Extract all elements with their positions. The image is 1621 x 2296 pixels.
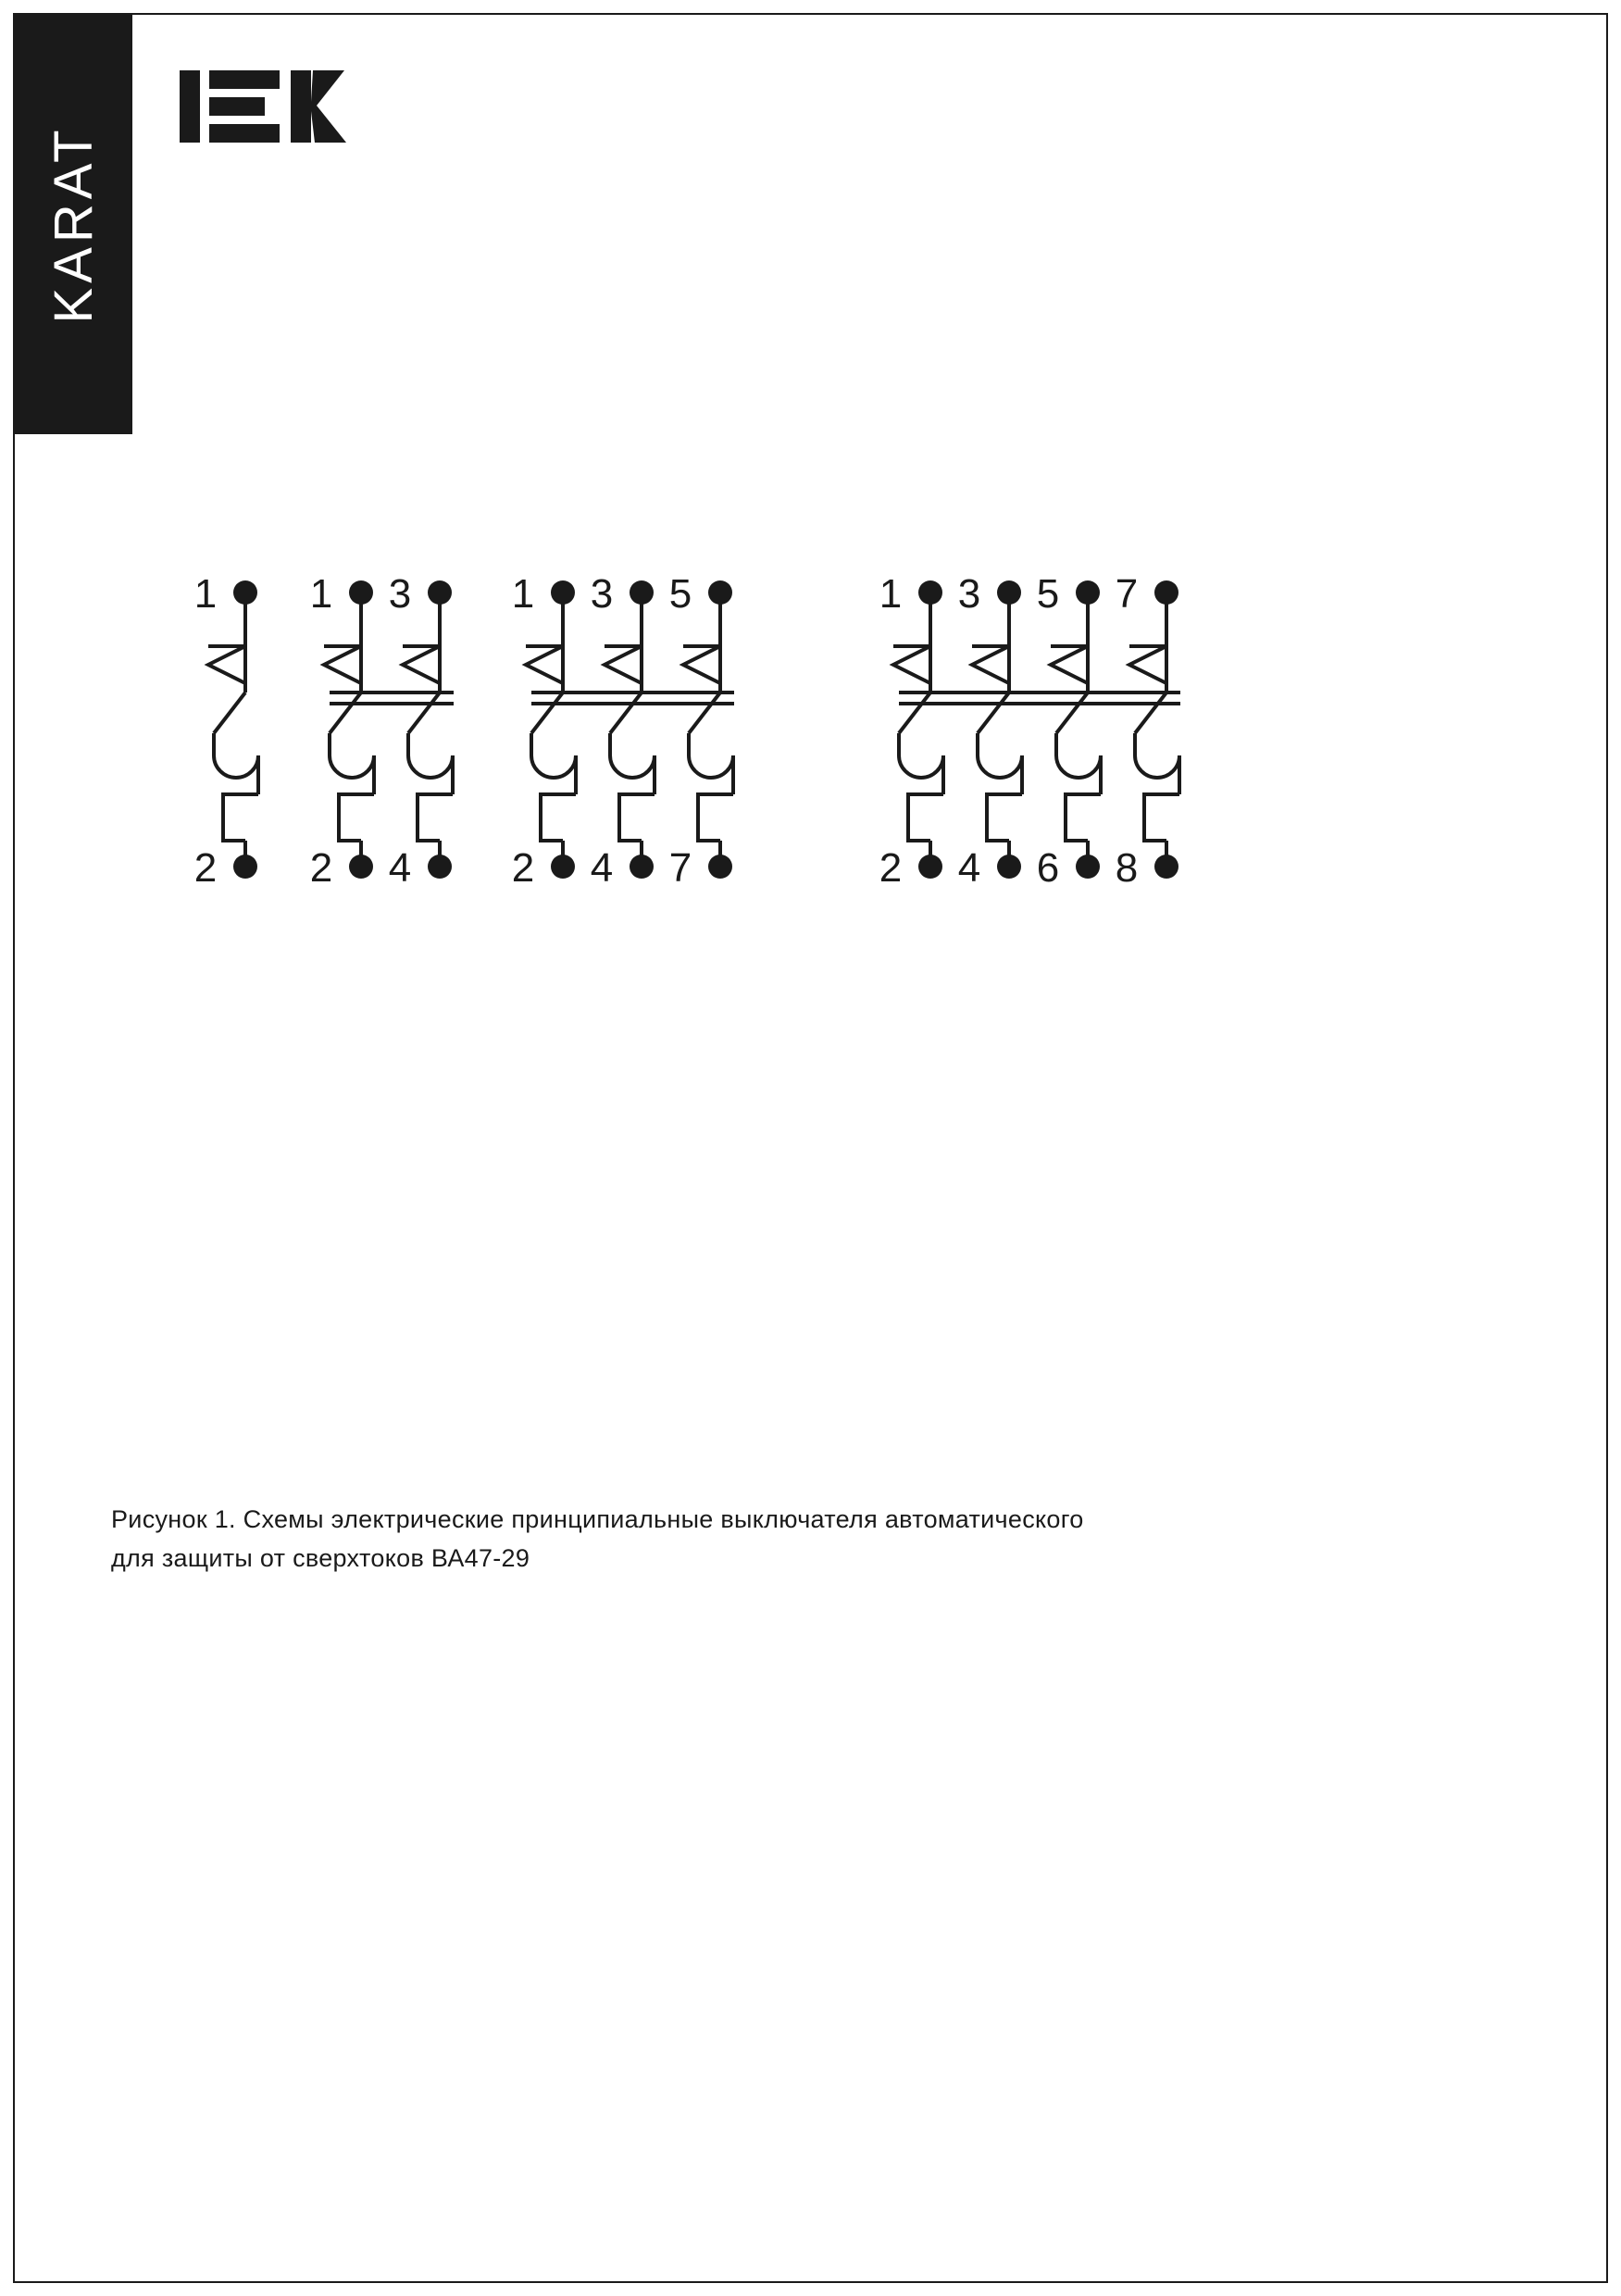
schematic-group-4p xyxy=(893,580,1180,879)
terminal-label: 4 xyxy=(590,845,614,891)
schematic-group-3p xyxy=(526,580,734,879)
iek-logo xyxy=(176,65,361,148)
terminal-label: 1 xyxy=(879,574,903,617)
terminal-label: 8 xyxy=(1115,845,1139,891)
figure-caption-line-1: Рисунок 1. Схемы электрические принципиальные выключателя автоматического xyxy=(111,1505,1084,1533)
brand-tab-label: KARAT xyxy=(44,125,104,324)
brand-tab xyxy=(15,15,132,434)
terminal-label: 2 xyxy=(309,845,333,891)
terminal-label: 7 xyxy=(668,845,692,891)
terminal-label: 6 xyxy=(1036,845,1060,891)
terminal-label: 4 xyxy=(957,845,981,891)
schematic-diagram xyxy=(93,574,1537,1148)
terminal-label: 4 xyxy=(388,845,412,891)
terminal-label: 1 xyxy=(309,574,333,617)
figure-caption xyxy=(111,1500,1315,1578)
terminal-label: 3 xyxy=(590,574,614,617)
terminal-label: 1 xyxy=(193,574,218,617)
iek-logo-icon xyxy=(176,65,361,148)
terminal-label: 5 xyxy=(668,574,692,617)
figure-caption-line-2: для защиты от сверхтоков ВА47-29 xyxy=(111,1544,530,1572)
schematic-group-1p xyxy=(208,580,258,879)
terminal-label: 7 xyxy=(1115,574,1139,617)
terminal-label: 3 xyxy=(957,574,981,617)
terminal-label: 1 xyxy=(511,574,535,617)
terminal-label: 2 xyxy=(879,845,903,891)
breaker-schematics-svg xyxy=(93,574,1537,1148)
schematic-group-2p xyxy=(324,580,454,879)
terminal-label: 2 xyxy=(511,845,535,891)
terminal-label: 2 xyxy=(193,845,218,891)
terminal-label: 3 xyxy=(388,574,412,617)
terminal-label: 5 xyxy=(1036,574,1060,617)
